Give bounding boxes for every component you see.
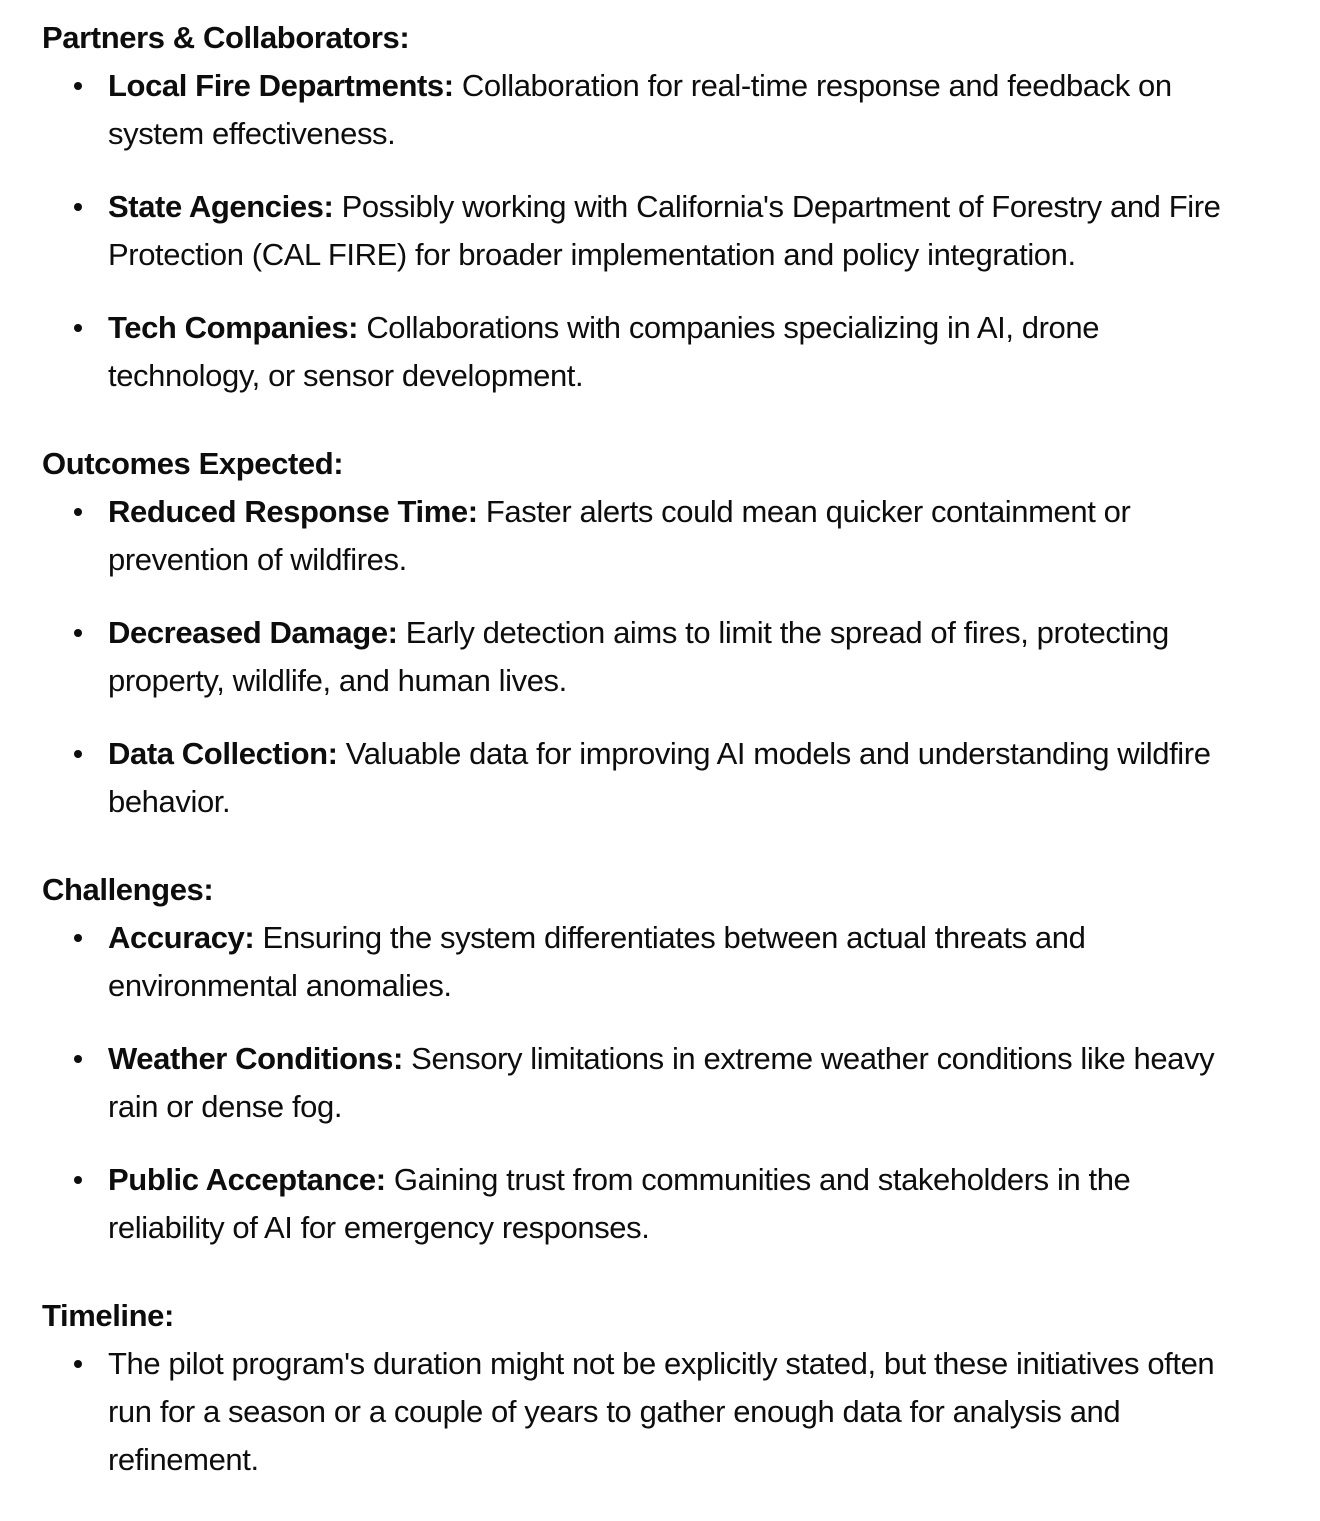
bullet-dot-icon: [74, 1360, 82, 1368]
bullet-list: [42, 488, 1250, 826]
item-text: Gaining trust from communities and stakeholders in the reliability of AI for emergency responses.: [108, 1162, 1131, 1245]
list-item: [42, 730, 1250, 826]
bullet-list: [42, 914, 1250, 1252]
bullet-dot-icon: [74, 934, 82, 942]
section-outcomes: [42, 440, 1250, 826]
item-text: The pilot program's duration might not be explicitly stated, but these initiatives often run for a season or a couple of years to gather enough data for analysis and refinement.: [108, 1346, 1215, 1477]
list-item: [42, 914, 1250, 1010]
item-text: Collaboration for real-time response and feedback on system effectiveness.: [108, 68, 1172, 151]
item-label: Tech Companies:: [108, 310, 359, 345]
item-label: Accuracy:: [108, 920, 255, 955]
item-text: Sensory limitations in extreme weather conditions like heavy rain or dense fog.: [108, 1041, 1215, 1124]
bullet-dot-icon: [74, 324, 82, 332]
item-text: Faster alerts could mean quicker containment or prevention of wildfires.: [108, 494, 1131, 577]
item-label: Public Acceptance:: [108, 1162, 386, 1197]
bullet-list: [42, 1340, 1250, 1484]
bullet-dot-icon: [74, 1176, 82, 1184]
item-text: Early detection aims to limit the spread of fires, protecting property, wildlife, and human lives.: [108, 615, 1169, 698]
item-text: Possibly working with California's Department of Forestry and Fire Protection (CAL FIRE) for broader implementation and policy integration.: [108, 189, 1221, 272]
bullet-dot-icon: [74, 1055, 82, 1063]
item-label: Data Collection:: [108, 736, 338, 771]
list-item: [42, 183, 1250, 279]
bullet-dot-icon: [74, 82, 82, 90]
item-label: Reduced Response Time:: [108, 494, 478, 529]
item-text: Ensuring the system differentiates between actual threats and environmental anomalies.: [108, 920, 1086, 1003]
section-heading: Partners & Collaborators:: [42, 20, 410, 55]
bullet-dot-icon: [74, 508, 82, 516]
item-label: Local Fire Departments:: [108, 68, 454, 103]
section-timeline: [42, 1292, 1250, 1484]
bullet-dot-icon: [74, 629, 82, 637]
list-item: [42, 488, 1250, 584]
list-item: [42, 1035, 1250, 1131]
section-heading: Outcomes Expected:: [42, 446, 344, 481]
bullet-dot-icon: [74, 203, 82, 211]
item-label: State Agencies:: [108, 189, 334, 224]
list-item: [42, 1340, 1250, 1484]
list-item: [42, 1156, 1250, 1252]
list-item: [42, 304, 1250, 400]
item-text: Valuable data for improving AI models and understanding wildfire behavior.: [108, 736, 1211, 819]
section-heading: Timeline:: [42, 1298, 174, 1333]
item-label: Decreased Damage:: [108, 615, 398, 650]
section-challenges: [42, 866, 1250, 1252]
list-item: [42, 609, 1250, 705]
section-heading: Challenges:: [42, 872, 214, 907]
item-text: Collaborations with companies specializing in AI, drone technology, or sensor development.: [108, 310, 1100, 393]
item-label: Weather Conditions:: [108, 1041, 403, 1076]
list-item: [42, 62, 1250, 158]
bullet-list: [42, 62, 1250, 400]
section-partners: [42, 14, 1250, 400]
bullet-dot-icon: [74, 750, 82, 758]
